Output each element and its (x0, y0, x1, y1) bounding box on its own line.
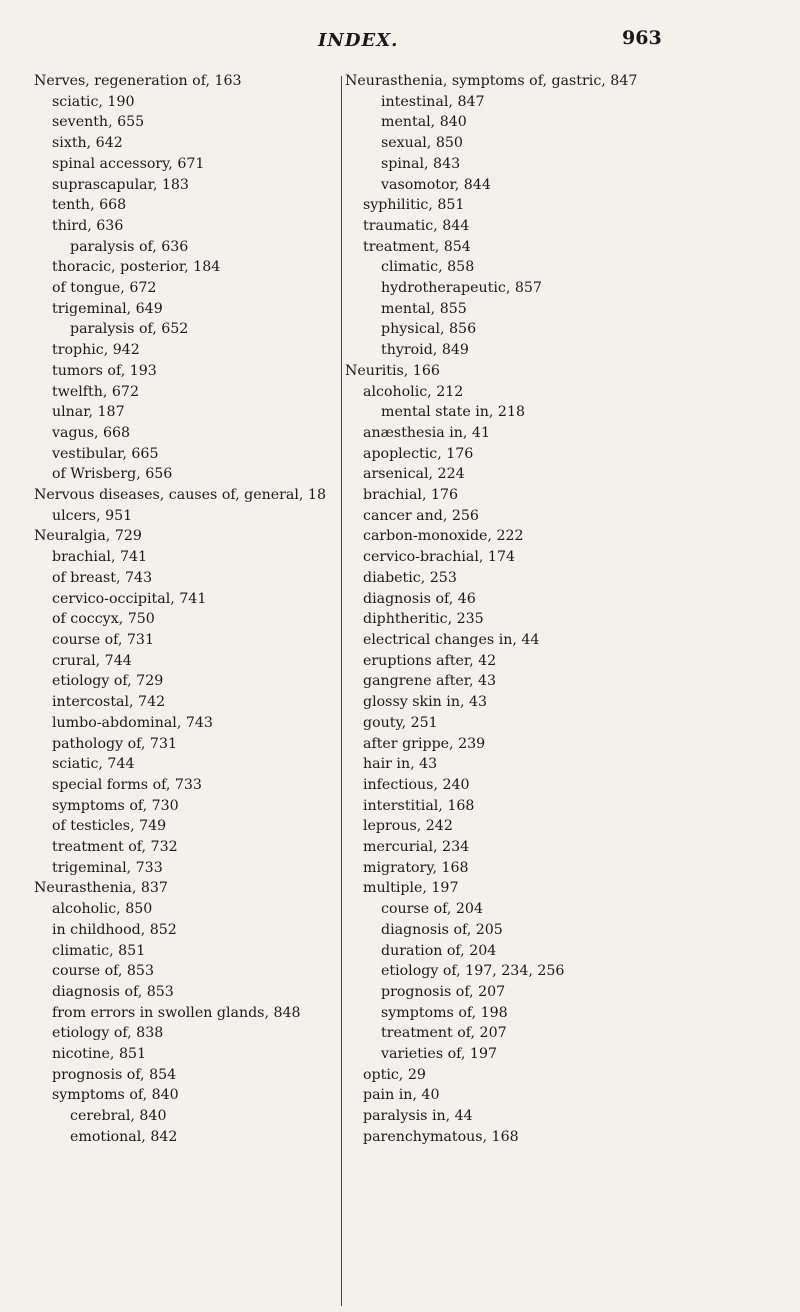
index-entry: hydrotherapeutic, 857 (381, 280, 542, 297)
index-entry: leprous, 242 (363, 818, 453, 835)
index-entry: Nerves, regeneration of, 163 (34, 73, 242, 89)
index-entry: vestibular, 665 (52, 445, 159, 462)
index-entry: course of, 731 (52, 631, 154, 648)
index-entry: diabetic, 253 (363, 569, 457, 586)
index-entry: ulnar, 187 (52, 404, 125, 421)
index-entry: Neurasthenia, symptoms of, gastric, 847 (345, 73, 638, 89)
index-entry: intercostal, 742 (52, 694, 166, 711)
index-entry: treatment of, 207 (381, 1025, 507, 1042)
index-entry: from errors in swollen glands, 848 (52, 1004, 301, 1021)
index-entry: paralysis of, 636 (70, 238, 189, 255)
index-entry: ulcers, 951 (52, 507, 133, 524)
index-entry: seventh, 655 (52, 114, 145, 131)
index-entry: Neuritis, 166 (345, 362, 440, 379)
index-entry: Neuralgia, 729 (34, 528, 142, 545)
index-entry: spinal accessory, 671 (52, 155, 205, 172)
index-entry: of tongue, 672 (52, 280, 157, 297)
index-entry: vagus, 668 (52, 424, 131, 441)
index-entry: tenth, 668 (52, 197, 127, 214)
index-entry: trigeminal, 649 (52, 300, 163, 317)
index-entry: of breast, 743 (52, 569, 153, 586)
index-entry: physical, 856 (381, 321, 477, 338)
index-entry: sciatic, 744 (52, 756, 135, 773)
index-entry: cancer and, 256 (363, 507, 479, 524)
index-entry: cervico-brachial, 174 (363, 549, 515, 566)
index-entry: vasomotor, 844 (381, 176, 491, 193)
index-entry: apoplectic, 176 (363, 445, 474, 462)
index-entry: trigeminal, 733 (52, 859, 163, 876)
index-entry: diagnosis of, 205 (381, 921, 503, 938)
index-entry: thoracic, posterior, 184 (52, 259, 221, 276)
index-entry: pathology of, 731 (52, 735, 177, 752)
index-entry: third, 636 (52, 217, 124, 234)
index-entry: in childhood, 852 (52, 921, 177, 938)
index-entry: climatic, 858 (381, 259, 475, 276)
index-entry: interstitial, 168 (363, 797, 475, 814)
index-entry: tumors of, 193 (52, 362, 157, 379)
index-entry: infectious, 240 (363, 776, 470, 793)
index-entry: traumatic, 844 (363, 217, 470, 234)
index-entry: Nervous diseases, causes of, general, 18 (34, 487, 326, 504)
index-entry: paralysis of, 652 (70, 321, 189, 338)
index-entry: optic, 29 (363, 1066, 426, 1083)
index-entry: prognosis of, 854 (52, 1066, 177, 1083)
index-entry: diphtheritic, 235 (363, 611, 484, 628)
index-entry: climatic, 851 (52, 942, 146, 959)
index-entry: varieties of, 197 (381, 1046, 498, 1063)
index-entry: cervico-occipital, 741 (52, 590, 207, 607)
index-entry: crural, 744 (52, 652, 132, 669)
index-entry: arsenical, 224 (363, 466, 465, 483)
index-entry: lumbo-abdominal, 743 (52, 714, 213, 731)
page-header (0, 20, 800, 50)
index-entry: nicotine, 851 (52, 1046, 147, 1063)
index-entry: of testicles, 749 (52, 818, 167, 835)
index-entry: mercurial, 234 (363, 839, 470, 856)
index-entry: sciatic, 190 (52, 93, 135, 110)
index-column-right (345, 71, 785, 1148)
index-entry: course of, 204 (381, 901, 483, 918)
index-entry: anæsthesia in, 41 (363, 424, 490, 441)
index-entry: Neurasthenia, 837 (34, 880, 168, 897)
index-entry: diagnosis of, 46 (363, 590, 476, 607)
index-entry: multiple, 197 (363, 880, 459, 897)
index-entry: course of, 853 (52, 963, 154, 980)
index-entry: etiology of, 197, 234, 256 (381, 963, 565, 980)
index-entry: migratory, 168 (363, 859, 469, 876)
index-entry: of Wrisberg, 656 (52, 466, 173, 483)
index-entry: prognosis of, 207 (381, 983, 506, 1000)
index-entry: etiology of, 729 (52, 673, 164, 690)
index-column-left (34, 71, 354, 1148)
index-entry: mental state in, 218 (381, 404, 526, 421)
index-entry: gangrene after, 43 (363, 673, 497, 690)
index-entry: electrical changes in, 44 (363, 631, 540, 648)
index-entry: gouty, 251 (363, 714, 438, 731)
index-entry: brachial, 741 (52, 549, 148, 566)
index-entry: eruptions after, 42 (363, 652, 497, 669)
index-entry: of coccyx, 750 (52, 611, 155, 628)
index-entry: emotional, 842 (70, 1128, 178, 1145)
index-entry: after grippe, 239 (363, 735, 486, 752)
index-entry: pain in, 40 (363, 1087, 440, 1104)
index-entry: spinal, 843 (381, 155, 461, 172)
index-entry: mental, 840 (381, 114, 467, 131)
index-entry: sexual, 850 (381, 135, 463, 152)
index-entry: mental, 855 (381, 300, 467, 317)
index-entry: syphilitic, 851 (363, 197, 465, 214)
index-entry: symptoms of, 198 (381, 1004, 508, 1021)
index-entry: diagnosis of, 853 (52, 983, 174, 1000)
index-entry: carbon-monoxide, 222 (363, 528, 524, 545)
index-entry: paralysis in, 44 (363, 1108, 473, 1125)
index-entry: hair in, 43 (363, 756, 438, 773)
page-number: 963 (622, 27, 662, 49)
index-entry: sixth, 642 (52, 135, 123, 152)
index-entry: etiology of, 838 (52, 1025, 164, 1042)
index-entry: cerebral, 840 (70, 1108, 167, 1125)
index-entry: treatment of, 732 (52, 839, 178, 856)
index-entry: duration of, 204 (381, 942, 497, 959)
index-entry: symptoms of, 840 (52, 1087, 179, 1104)
index-entry: twelfth, 672 (52, 383, 139, 400)
index-entry: intestinal, 847 (381, 93, 485, 110)
index-entry: parenchymatous, 168 (363, 1128, 519, 1145)
page-title: INDEX. (318, 30, 399, 51)
index-entry: thyroid, 849 (381, 342, 469, 359)
index-entry: symptoms of, 730 (52, 797, 179, 814)
index-entry: suprascapular, 183 (52, 176, 189, 193)
index-entry: alcoholic, 212 (363, 383, 464, 400)
index-entry: treatment, 854 (363, 238, 471, 255)
index-entry: brachial, 176 (363, 487, 459, 504)
index-entry: glossy skin in, 43 (363, 694, 488, 711)
index-entry: special forms of, 733 (52, 776, 202, 793)
index-entry: trophic, 942 (52, 342, 140, 359)
column-divider (341, 76, 342, 1306)
index-entry: alcoholic, 850 (52, 901, 153, 918)
